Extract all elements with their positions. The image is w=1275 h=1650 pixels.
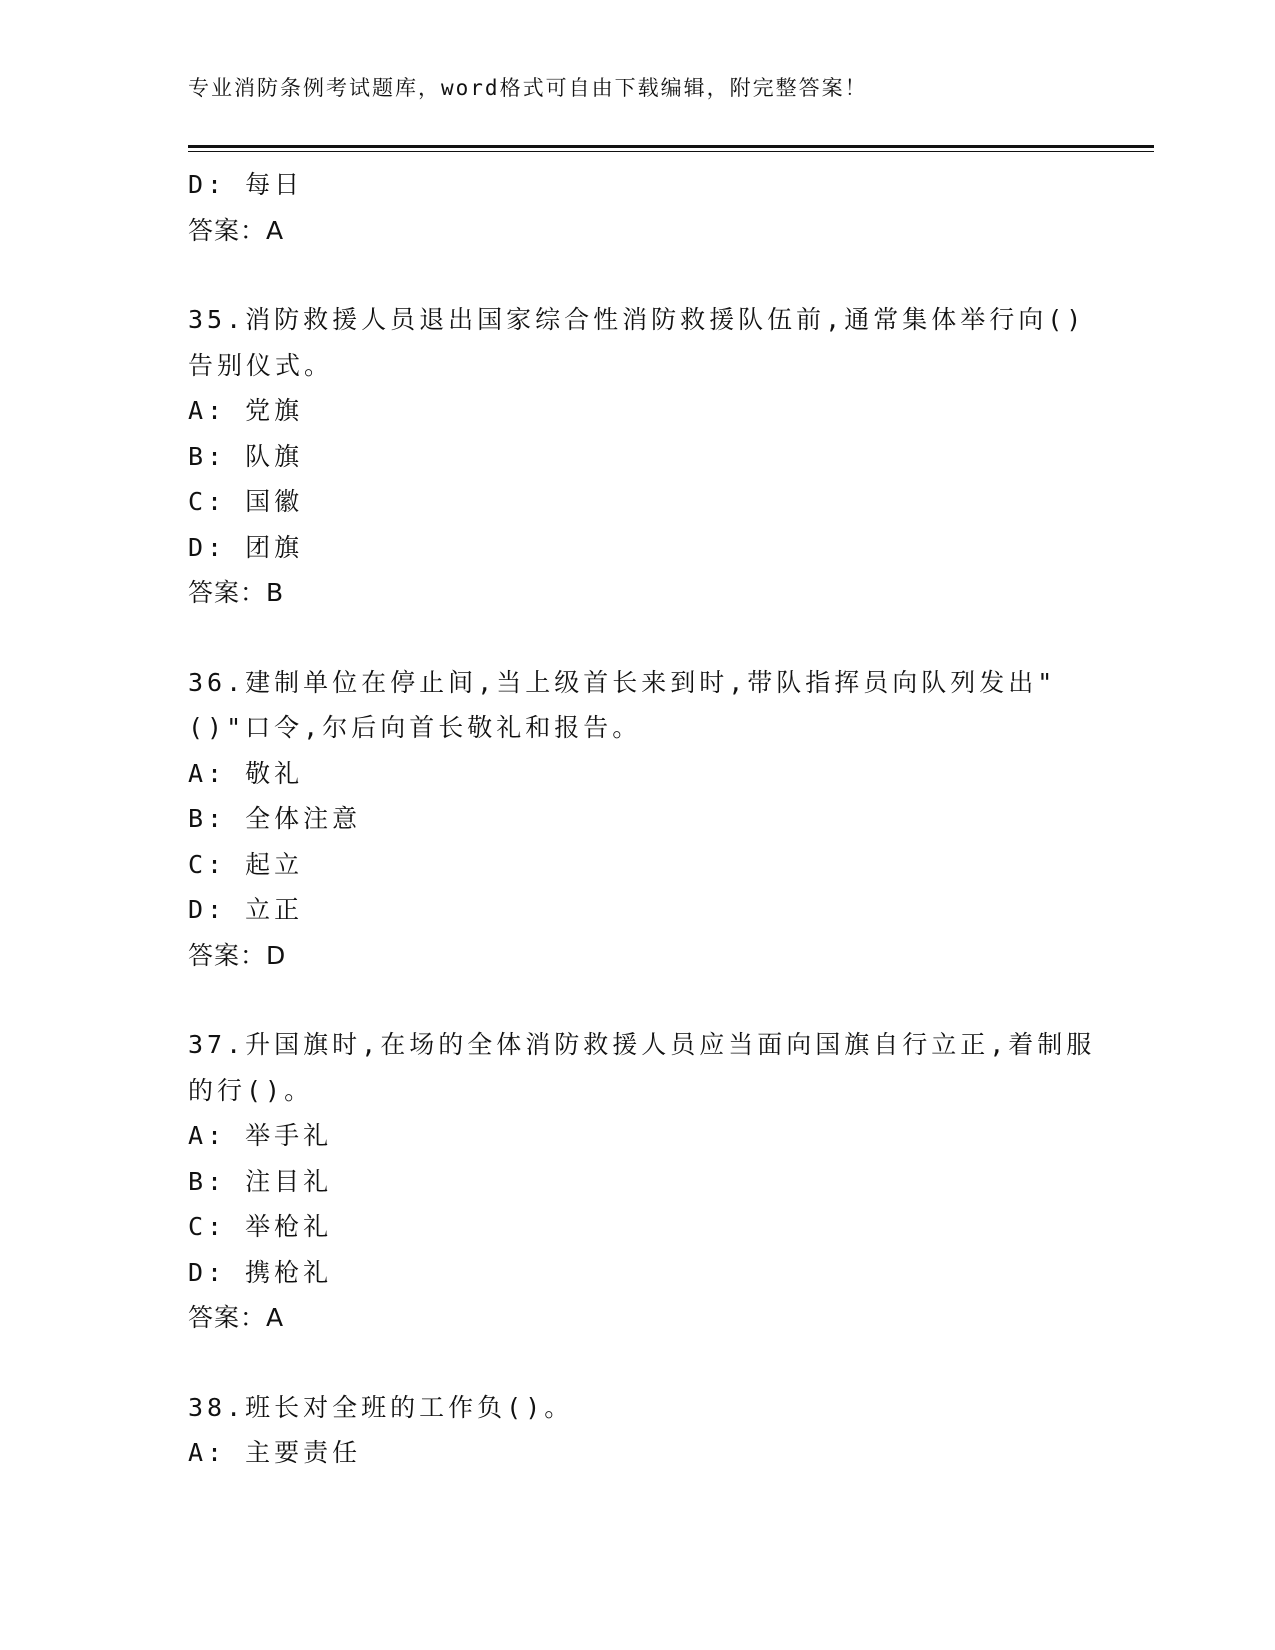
option-d: D: 每日 [188,170,304,199]
option-a: A: 敬礼 [188,758,304,788]
header-divider [188,145,1154,152]
option-d: D: 携枪礼 [188,1257,333,1287]
exam-content [188,162,1108,1476]
page-header: 专业消防条例考试题库，word格式可自由下载编辑，附完整答案！ [188,76,868,100]
option-d: D: 立正 [188,895,304,924]
answer-line: 答案：A [188,215,285,245]
option-a: A: 党旗 [188,396,304,425]
answer-line: 答案：D [188,940,287,970]
question-block [188,660,1108,979]
option-b: B: 注目礼 [188,1166,333,1196]
question-block [188,1022,1108,1341]
option-a: A: 举手礼 [188,1121,333,1150]
option-a: A: 主要责任 [188,1438,362,1467]
option-d: D: 团旗 [188,532,304,562]
option-b: B: 全体注意 [188,804,362,833]
option-c: C: 国徽 [188,487,304,516]
answer-line: 答案：A [188,1303,285,1332]
option-b: B: 队旗 [188,441,304,471]
option-c: C: 起立 [188,849,304,879]
question-text: 38.班长对全班的工作负()。 [188,1392,574,1422]
answer-line: 答案：B [188,578,285,607]
option-c: C: 举枪礼 [188,1212,333,1241]
question-text: 35.消防救援人员退出国家综合性消防救援队伍前,通常集体举行向()告别仪式。 [188,305,1086,380]
question-text: 36.建制单位在停止间,当上级首长来到时,带队指挥员向队列发出"()"口令,尔后向首长敬礼和报告。 [188,667,1057,742]
question-block [188,297,1108,616]
question-text: 37.升国旗时,在场的全体消防救援人员应当面向国旗自行立正,着制服的行()。 [188,1030,1096,1105]
question-block [188,1385,1108,1476]
